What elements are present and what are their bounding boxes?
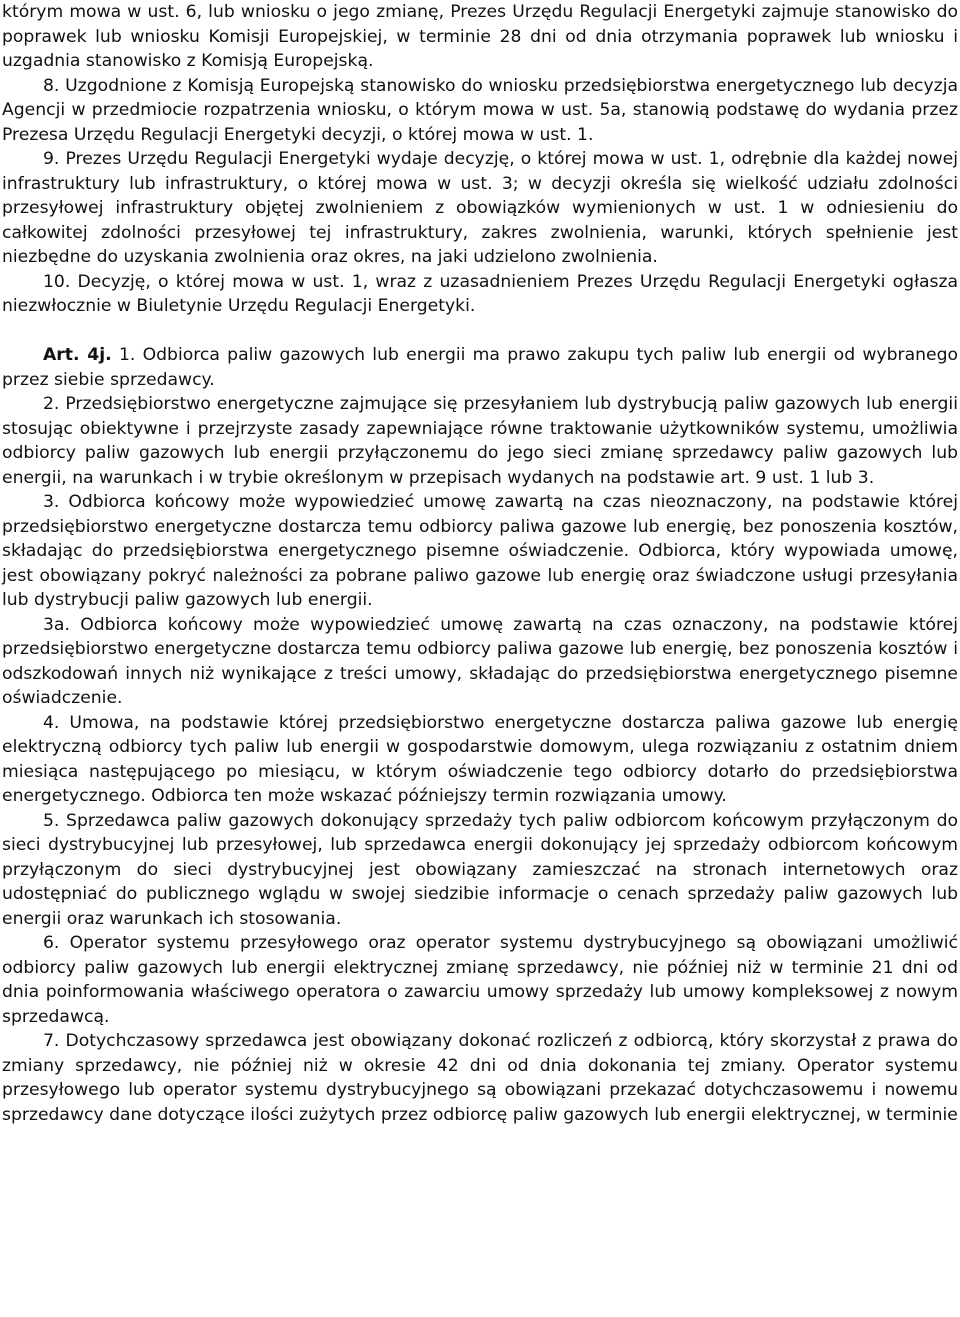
article-4j-paragraph-5: 5. Sprzedawca paliw gazowych dokonujący sprzedaży tych paliw odbiorcom końcowym przyłączonym do sieci dystrybucyjnej lub przesyłowej, lub sprzedawca energii dokonujący jej sprzedaży odbiorcom końcowym przyłączonym do sieci dystrybucyjnej jest obowiązany zamieszczać na stronach internetowych oraz udostępniać do publicznego wglądu w swojej siedzibie informacje o cenach sprzedaży paliw gazowych lub energii oraz warunkach ich stosowania.	[2, 810, 958, 929]
article-4j-paragraph-4: 4. Umowa, na podstawie której przedsiębiorstwo energetyczne dostarcza paliwa gazowe lub energię elektryczną odbiorcy tych paliw lub energii w gospodarstwie domowym, ulega rozwiązaniu z ostatnim dniem miesiąca następującego po miesiącu, w którym oświadczenie tego odbiorcy dotarło do przedsiębiorstwa energetycznego. Odbiorca ten może wskazać późniejszy termin rozwiązania umowy.	[2, 712, 958, 806]
paragraph-10: 10. Decyzję, o której mowa w ust. 1, wraz z uzasadnieniem Prezes Urzędu Regulacji Energetyki ogłasza niezwłocznie w Biuletynie Urzędu Regulacji Energetyki.	[2, 271, 958, 316]
article-4j-paragraph-3: 3. Odbiorca końcowy może wypowiedzieć umowę zawartą na czas nieoznaczony, na podstawie której przedsiębiorstwo energetyczne dostarcza temu odbiorcy paliwa gazowe lub energię, bez ponoszenia kosztów, składając do przedsiębiorstwa energetycznego pisemne oświadczenie. Odbiorca, który wypowiada umowę, jest obowiązany pokryć należności za pobrane paliwo gazowe lub energię oraz świadczone usługi przesyłania lub dystrybucji paliw gazowych lub energii.	[2, 492, 958, 610]
paragraph-8: 8. Uzgodnione z Komisją Europejską stanowisko do wniosku przedsiębiorstwa energetycznego lub decyzja Agencji w przedmiocie rozpatrzenia wniosku, o którym mowa w ust. 5a, stanowią podstawę do wydania przez Prezesa Urzędu Regulacji Energetyki decyzji, o której mowa w ust. 1.	[2, 75, 958, 145]
article-4j-paragraph-1	[2, 343, 958, 392]
article-4j-paragraph-7: 7. Dotychczasowy sprzedawca jest obowiązany dokonać rozliczeń z odbiorcą, który skorzystał z prawa do zmiany sprzedawcy, nie później niż w okresie 42 dni od dnia dokonania tej zmiany. Operator systemu przesyłowego lub operator systemu dystrybucyjnego są obowiązani przekazać dotychczasowemu i nowemu sprzedawcy dane dotyczące ilości zużytych przez odbiorcę paliw gazowych lub energii elektrycznej, w terminie	[2, 1031, 958, 1125]
article-4j-paragraph-6: 6. Operator systemu przesyłowego oraz operator systemu dystrybucyjnego są obowiązani umożliwić odbiorcy paliw gazowych lub energii elektrycznej zmianę sprzedawcy, nie później niż w terminie 21 dni od dnia poinformowania właściwego operatora o zawarciu umowy sprzedaży lub umowy kompleksowej z nowym sprzedawcą.	[2, 933, 958, 1027]
article-4j-text: 1. Odbiorca paliw gazowych lub energii ma prawo zakupu tych paliw lub energii od wybranego przez siebie sprzedawcy.	[2, 345, 958, 390]
article-4j-paragraph-3a: 3a. Odbiorca końcowy może wypowiedzieć umowę zawartą na czas oznaczony, na podstawie której przedsiębiorstwo energetyczne dostarcza temu odbiorcy paliwa gazowe lub energię, bez ponoszenia kosztów i odszkodowań innych niż wynikające z treści umowy, składając do przedsiębiorstwa energetycznego pisemne oświadczenie.	[2, 614, 958, 708]
article-heading: Art. 4j.	[43, 345, 112, 365]
article-4j-paragraph-2: 2. Przedsiębiorstwo energetyczne zajmujące się przesyłaniem lub dystrybucją paliw gazowych lub energii stosując obiektywne i przejrzyste zasady zapewniające równe traktowanie użytkowników systemu, umożliwia odbiorcy paliw gazowych lub energii przyłączonemu do jego sieci zmianę sprzedawcy paliw gazowych lub energii, na warunkach i w trybie określonym w przepisach wydanych na podstawie art. 9 ust. 1 lub 3.	[2, 394, 958, 488]
section-gap	[2, 319, 958, 344]
paragraph-continuation: którym mowa w ust. 6, lub wniosku o jego zmianę, Prezes Urzędu Regulacji Energetyki zajmuje stanowisko do poprawek lub wniosku Komisji Europejskiej, w terminie 28 dni od dnia otrzymania poprawek lub wniosku i uzgadnia stanowisko z Komisją Europejską.	[2, 2, 958, 71]
paragraph-9: 9. Prezes Urzędu Regulacji Energetyki wydaje decyzję, o której mowa w ust. 1, odrębnie dla każdej nowej infrastruktury lub infrastruktury, o której mowa w ust. 3; w decyzji określa się wielkość udziału zdolności przesyłowej infrastruktury objętej zwolnieniem z obowiązków wymienionych w ust. 1 w odniesieniu do całkowitej zdolności przesyłowej tej infrastruktury, zakres zwolnienia, warunki, których spełnienie jest niezbędne do uzyskania zwolnienia oraz okres, na jaki udzielono zwolnienia.	[2, 149, 958, 267]
